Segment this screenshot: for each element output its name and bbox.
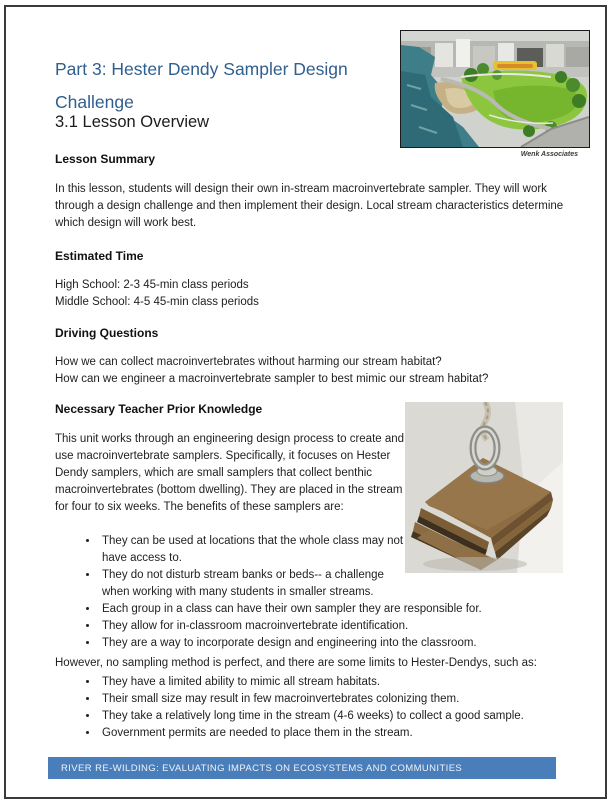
section-heading-prior-knowledge: Necessary Teacher Prior Knowledge bbox=[55, 402, 263, 416]
list-item: • Government permits are needed to place them in the stream. bbox=[99, 725, 575, 742]
driving-questions-lines bbox=[55, 354, 595, 388]
page-title: Part 3: Hester Dendy Sampler Design Challenge bbox=[55, 59, 348, 112]
estimated-time-high-school: High School: 2-3 45-min class periods bbox=[55, 279, 249, 291]
benefits-list-container bbox=[55, 533, 560, 652]
estimated-time-middle-school: Middle School: 4-5 45-min class periods bbox=[55, 296, 259, 308]
lesson-overview-heading: 3.1 Lesson Overview bbox=[55, 113, 210, 131]
list-item: • They take a relatively long time in the stream (4-6 weeks) to collect a good sample. bbox=[99, 708, 575, 725]
limits-list bbox=[55, 674, 575, 742]
park-rendering-graphic bbox=[401, 31, 589, 147]
list-item: • They can be used at locations that the whole class may not have access to. bbox=[99, 533, 411, 567]
section-heading-estimated-time: Estimated Time bbox=[55, 249, 144, 263]
section-heading-driving-questions: Driving Questions bbox=[55, 326, 159, 340]
list-item: • Their small size may result in few macroinvertebrates colonizing them. bbox=[99, 691, 575, 708]
section-heading-lesson-summary: Lesson Summary bbox=[55, 152, 156, 166]
benefits-list bbox=[55, 533, 560, 652]
footer-banner bbox=[48, 757, 556, 779]
lesson-summary-paragraph: In this lesson, students will design their own in-stream macroinvertebrate sampler. They will work through a design challenge and then implement their design. Local stream characteristics determine which design will work best. bbox=[55, 183, 564, 229]
list-item: • They do not disturb stream banks or beds-- a challenge when working with many students in smaller streams. bbox=[99, 567, 411, 601]
park-rendering-image bbox=[400, 30, 590, 148]
driving-question-1: How we can collect macroinvertebrates without harming our stream habitat? bbox=[55, 356, 442, 368]
estimated-time-lines bbox=[55, 277, 575, 311]
prior-knowledge-paragraph: This unit works through an engineering design process to create and use macroinvertebrate samplers. Specifically, it focuses on Hester Dendy samplers, which are small samplers that collect benthic macroinvertebrates (bottom dwelling). They are placed in the stream for four to six weeks. The benefits of these samplers are: bbox=[55, 433, 405, 513]
footer-banner-text: RIVER RE-WILDING: EVALUATING IMPACTS ON ECOSYSTEMS AND COMMUNITIES bbox=[61, 762, 463, 774]
list-item: • They are a way to incorporate design and engineering into the classroom. bbox=[99, 635, 560, 652]
list-item: • They have a limited ability to mimic all stream habitats. bbox=[99, 674, 575, 691]
limits-intro-paragraph: However, no sampling method is perfect, and there are some limits to Hester-Dendys, such as: bbox=[55, 657, 537, 669]
driving-question-2: How can we engineer a macroinvertebrate sampler to best mimic our stream habitat? bbox=[55, 373, 489, 385]
park-image-caption: Wenk Associates bbox=[520, 151, 578, 158]
limits-list-container bbox=[55, 674, 575, 742]
list-item: • Each group in a class can have their own sampler they are responsible for. bbox=[99, 601, 560, 618]
list-item: • They allow for in-classroom macroinvertebrate identification. bbox=[99, 618, 560, 635]
